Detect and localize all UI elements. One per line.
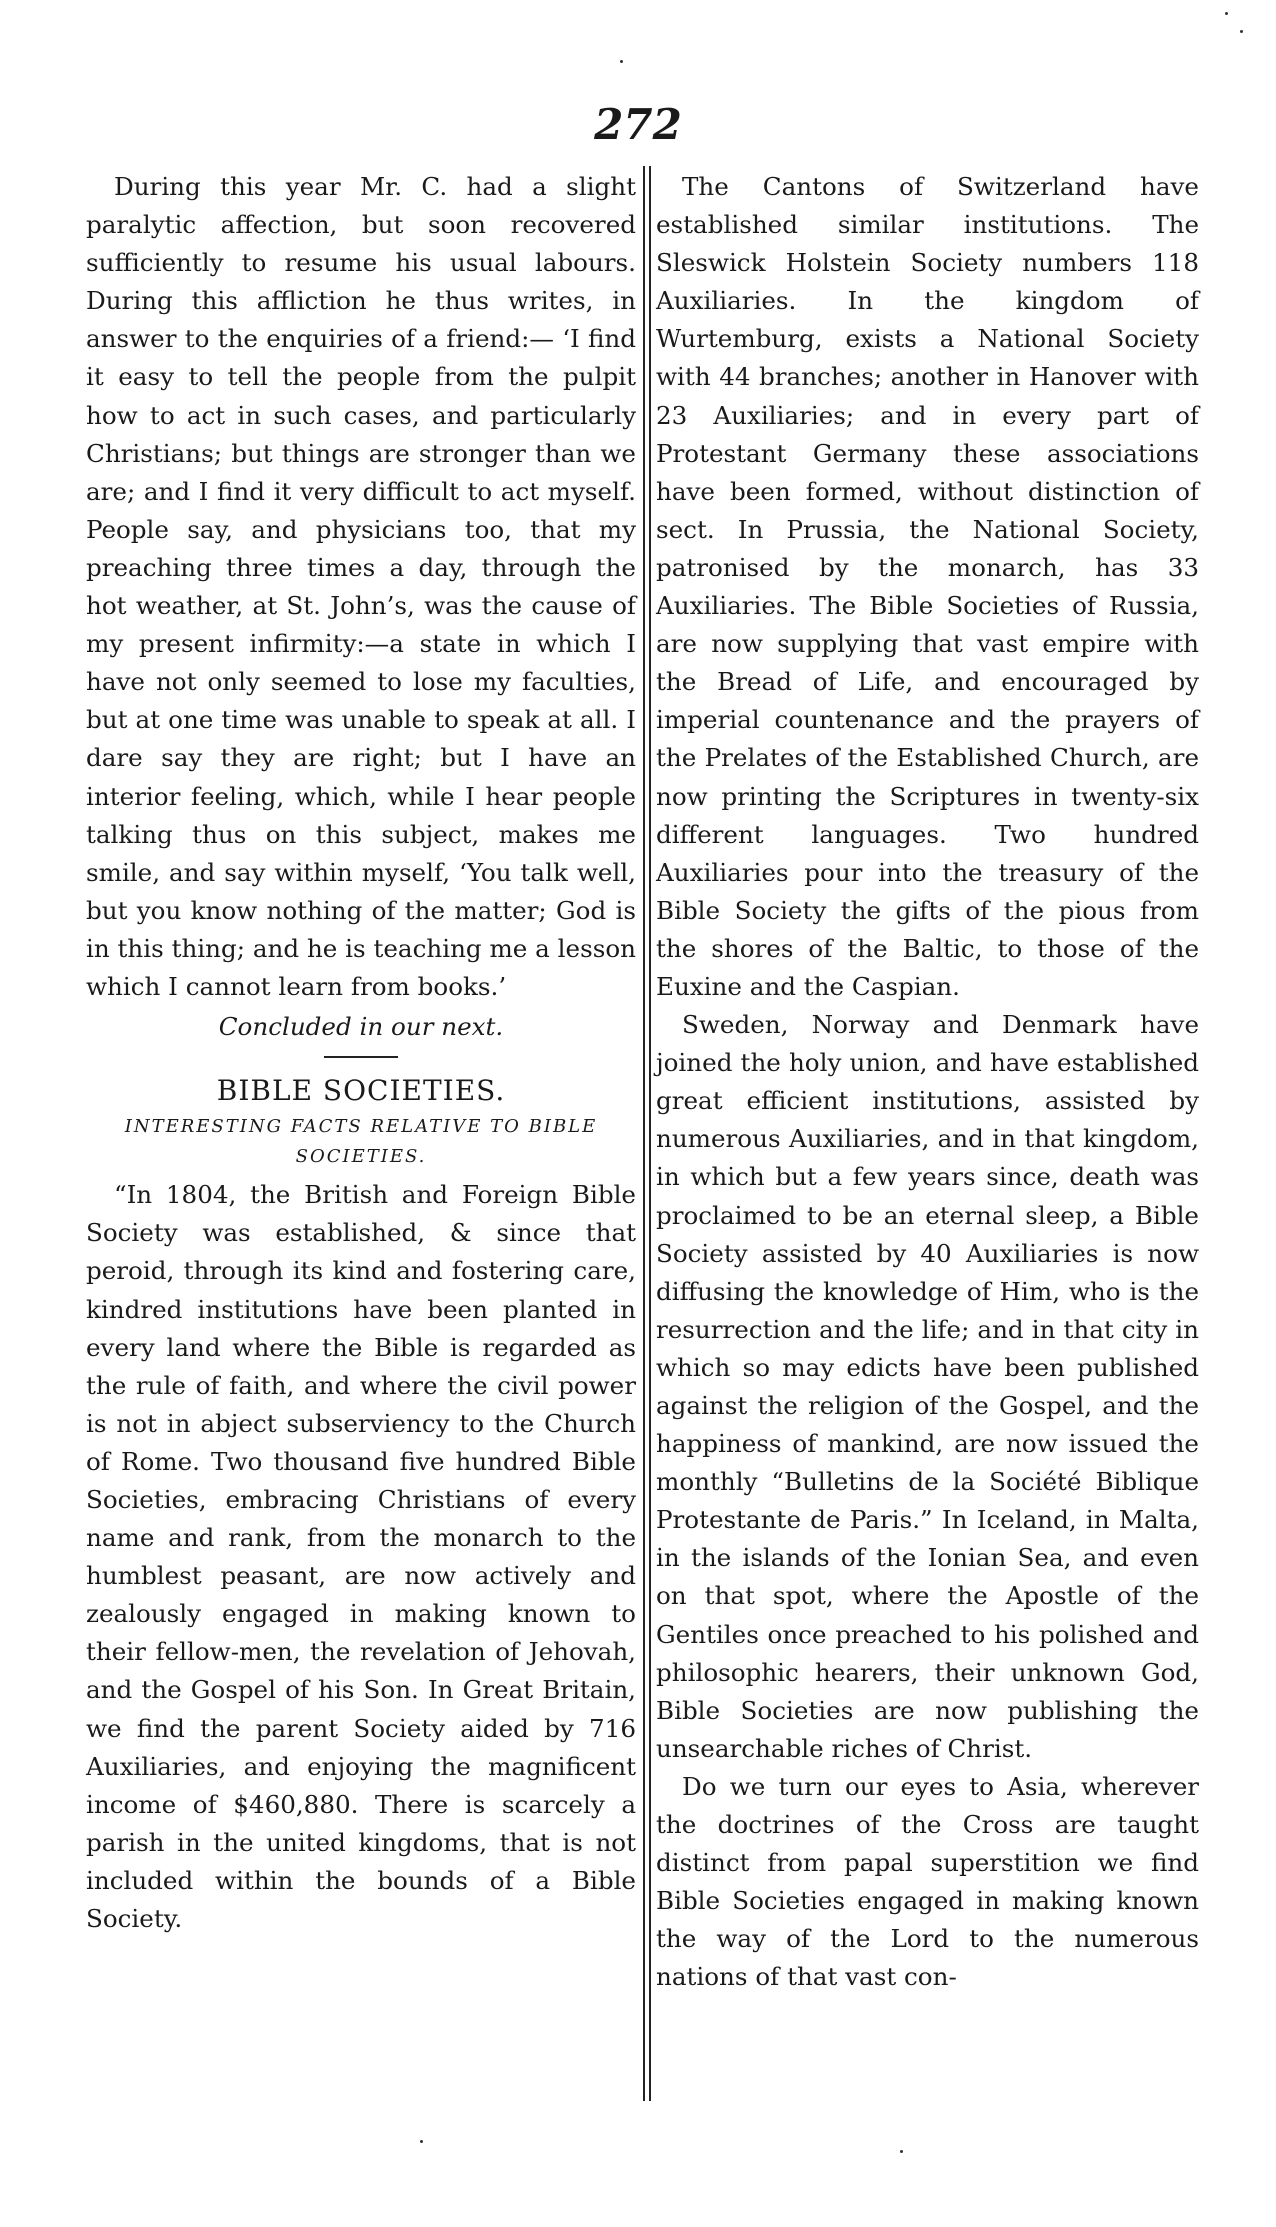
- europe-paragraph: The Cantons of Switzerland have established similar institutions. The Sleswick Holstein Society numbers 118 Auxiliaries. In the kingdom of Wurtemburg, exists a National Society with 44 branches; another in Hanover with 23 Auxiliaries; and in every part of Protestant Germany these associations have been formed, without distinction of sect. In Prussia, the National Society, patronised by the monarch, has 33 Auxiliaries. The Bible Societies of Russia, are now supplying that vast empire with the Bread of Life, and encouraged by imperial countenance and the prayers of the Prelates of the Established Church, are now printing the Scriptures in twenty-six different languages. Two hundred Auxiliaries pour into the treasury of the Bible Society the gifts of the pious from the shores of the Baltic, to those of the Euxine and the Caspian.: [656, 172, 1199, 1001]
- section-subheading: INTERESTING FACTS RELATIVE TO BIBLE SOCIETIES.: [124, 1116, 598, 1168]
- column-divider-right: [649, 166, 651, 2101]
- section-rule: [324, 1056, 398, 1058]
- left-column: [86, 168, 636, 1938]
- page-number: 272: [594, 100, 682, 149]
- concluded-note: Concluded in our next.: [218, 1012, 504, 1042]
- section-heading: BIBLE SOCIETIES.: [216, 1074, 506, 1108]
- scandinavia-paragraph: Sweden, Norway and Denmark have joined the holy union, and have established great efficient institutions, assisted by numerous Auxiliaries, and in that kingdom, in which but a few years since, death was proclaimed to be an eternal sleep, a Bible Society assisted by 40 Auxiliaries is now diffusing the knowledge of Him, who is the resurrection and the life; and in that city in which so may edicts have been published against the religion of the Gospel, and the happiness of mankind, are now issued the monthly “Bulletins de la Société Biblique Protestante de Paris.” In Iceland, in Malta, in the islands of the Ionian Sea, and even on that spot, where the Apostle of the Gentiles once preached to his polished and philosophic hearers, their unknown God, Bible Societies are now publishing the unsearchable riches of Christ.: [656, 1010, 1199, 1763]
- memoir-paragraph: During this year Mr. C. had a slight paralytic affection, but soon recovered sufficiently to resume his usual labours. During this affliction he thus writes, in answer to the enquiries of a friend:— ‘I find it easy to tell the people from the pulpit how to act in such cases, and particularly Christians; but things are stronger than we are; and I find it very difficult to act myself. People say, and physicians too, that my preaching three times a day, through the hot weather, at St. John’s, was the cause of my present infirmity:—a state in which I have not only seemed to lose my faculties, but at one time was unable to speak at all. I dare say they are right; but I have an interior feeling, which, while I hear people talking thus on this subject, makes me smile, and say within myself, ‘You talk well, but you know nothing of the matter; God is in this thing; and he is teaching me a lesson which I cannot learn from books.’: [86, 172, 636, 1001]
- print-speck: [620, 60, 623, 63]
- print-speck: [420, 2140, 423, 2143]
- print-speck: [1225, 12, 1228, 15]
- asia-paragraph: Do we turn our eyes to Asia, wherever the doctrines of the Cross are taught distinct from papal superstition we find Bible Societies engaged in making known the way of the Lord to the numerous nations of that vast con-: [656, 1771, 1199, 1992]
- print-speck: [900, 2150, 903, 2153]
- right-column: [656, 168, 1199, 1997]
- print-speck: [1240, 30, 1243, 33]
- bible-societies-paragraph: “In 1804, the British and Foreign Bible Society was established, & since that peroid, through its kind and fostering care, kindred institutions have been planted in every land where the Bible is regarded as the rule of faith, and where the civil power is not in abject subserviency to the Church of Rome. Two thousand five hundred Bible Societies, embracing Christians of every name and rank, from the monarch to the humblest peasant, are now actively and zealously engaged in making known to their fellow-men, the revelation of Jehovah, and the Gospel of his Son. In Great Britain, we find the parent Society aided by 716 Auxiliaries, and enjoying the magnificent income of $460,880. There is scarcely a parish in the united kingdoms, that is not included within the bounds of a Bible Society.: [86, 1180, 636, 1934]
- column-divider-left: [643, 166, 645, 2101]
